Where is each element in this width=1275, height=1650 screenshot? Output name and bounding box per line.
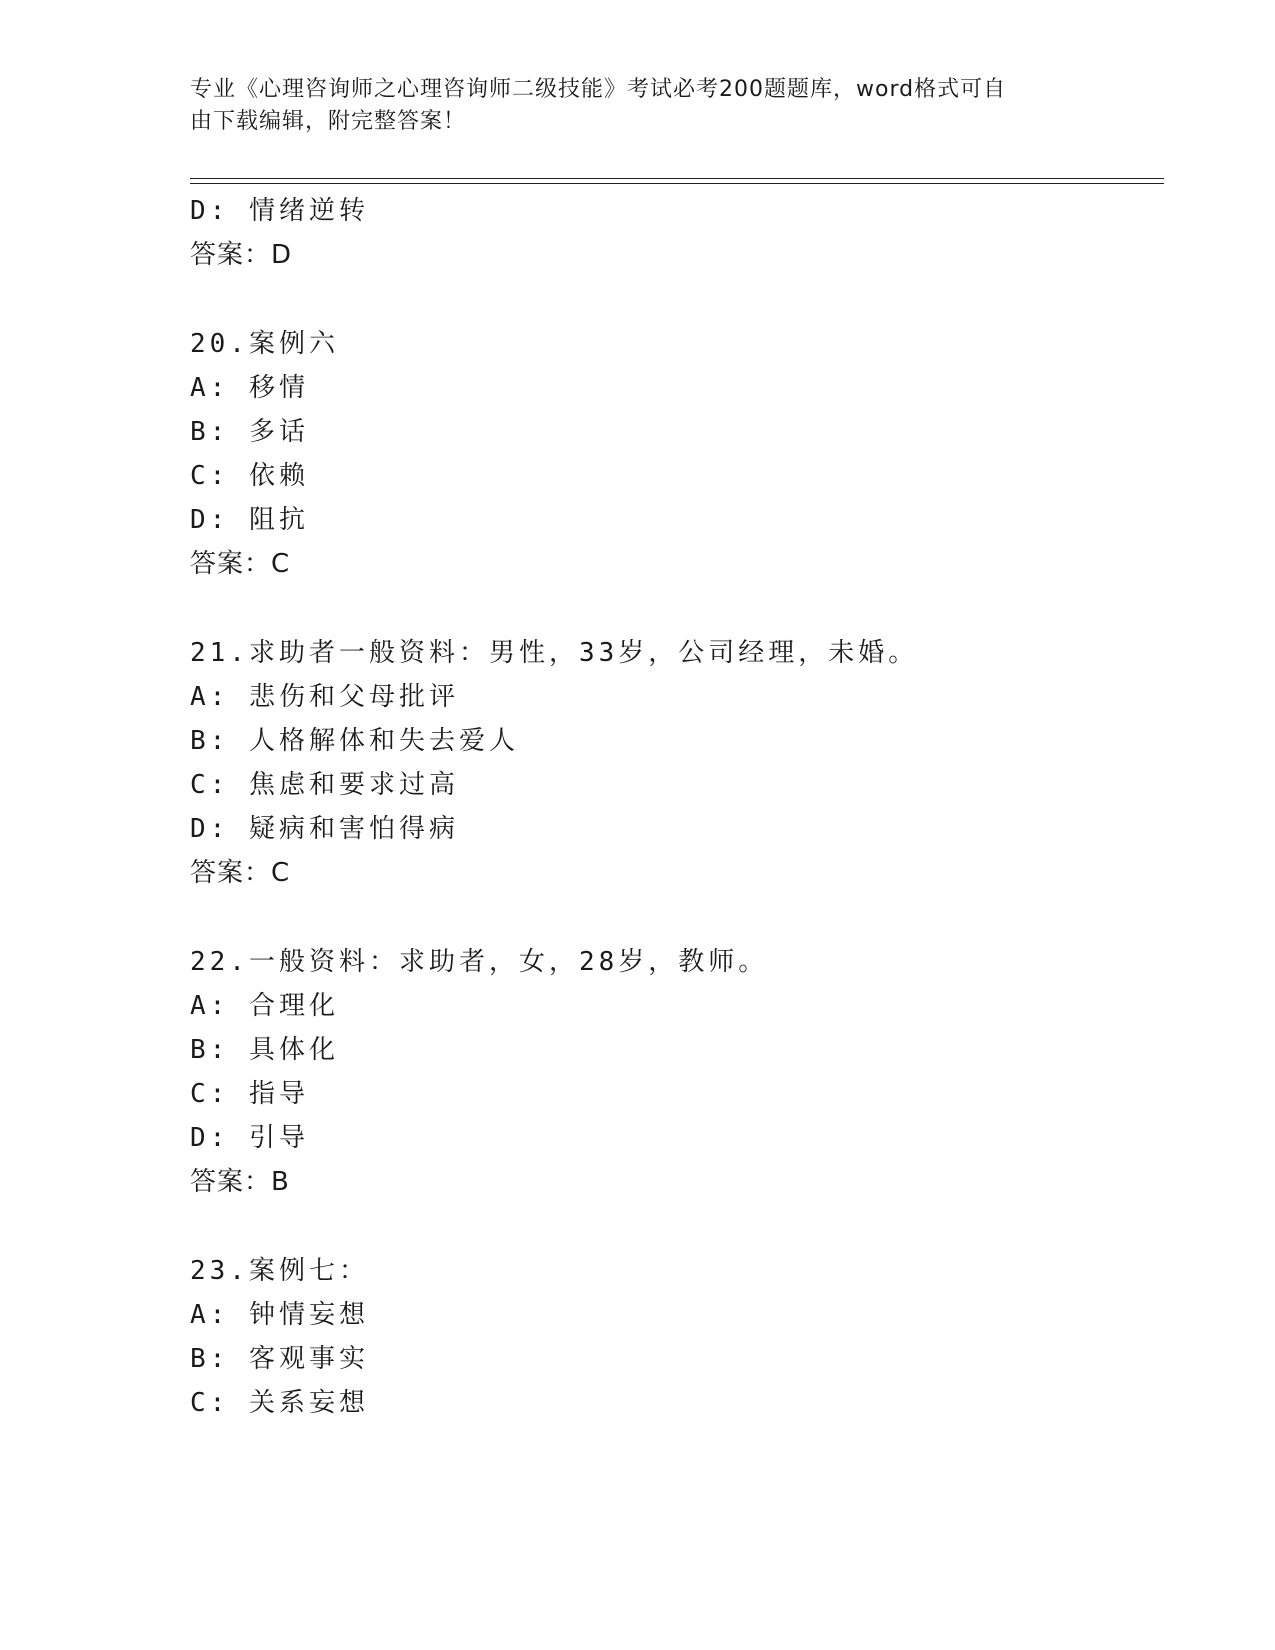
option-a: A: 钟情妄想: [190, 1300, 369, 1330]
document-header: [190, 74, 1070, 138]
option-a: A: 悲伤和父母批评: [190, 682, 459, 712]
option-b: B: 人格解体和失去爱人: [190, 726, 519, 756]
option-c: C: 关系妄想: [190, 1388, 369, 1418]
option-c: C: 焦虑和要求过高: [190, 770, 459, 800]
option-b: B: 多话: [190, 417, 309, 447]
option-c: C: 依赖: [190, 461, 309, 491]
option-a: A: 合理化: [190, 991, 339, 1021]
option-d: D: 疑病和害怕得病: [190, 814, 459, 844]
option-d: D: 引导: [190, 1123, 309, 1153]
option-b: B: 客观事实: [190, 1344, 369, 1374]
header-line-2: 由下载编辑，附完整答案！: [190, 109, 467, 134]
question-21: 21.求助者一般资料：男性，33岁，公司经理，未婚。: [190, 638, 919, 668]
question-20: 20.案例六: [190, 329, 339, 359]
answer-line: 答案：D: [190, 240, 293, 270]
answer-line: 答案：B: [190, 1167, 290, 1197]
option-d-prev: D: 情绪逆转: [190, 196, 369, 226]
answer-line: 答案：C: [190, 858, 291, 888]
option-a: A: 移情: [190, 373, 309, 403]
header-line-1: 专业《心理咨询师之心理咨询师二级技能》考试必考200题题库，word格式可自: [190, 77, 1007, 102]
header-divider-top: [190, 178, 1164, 179]
question-22: 22.一般资料：求助者，女，28岁，教师。: [190, 947, 769, 977]
option-d: D: 阻抗: [190, 505, 309, 535]
answer-line: 答案：C: [190, 549, 291, 579]
header-divider-bottom: [190, 183, 1164, 184]
question-23: 23.案例七：: [190, 1256, 369, 1286]
option-b: B: 具体化: [190, 1035, 339, 1065]
option-c: C: 指导: [190, 1079, 309, 1109]
